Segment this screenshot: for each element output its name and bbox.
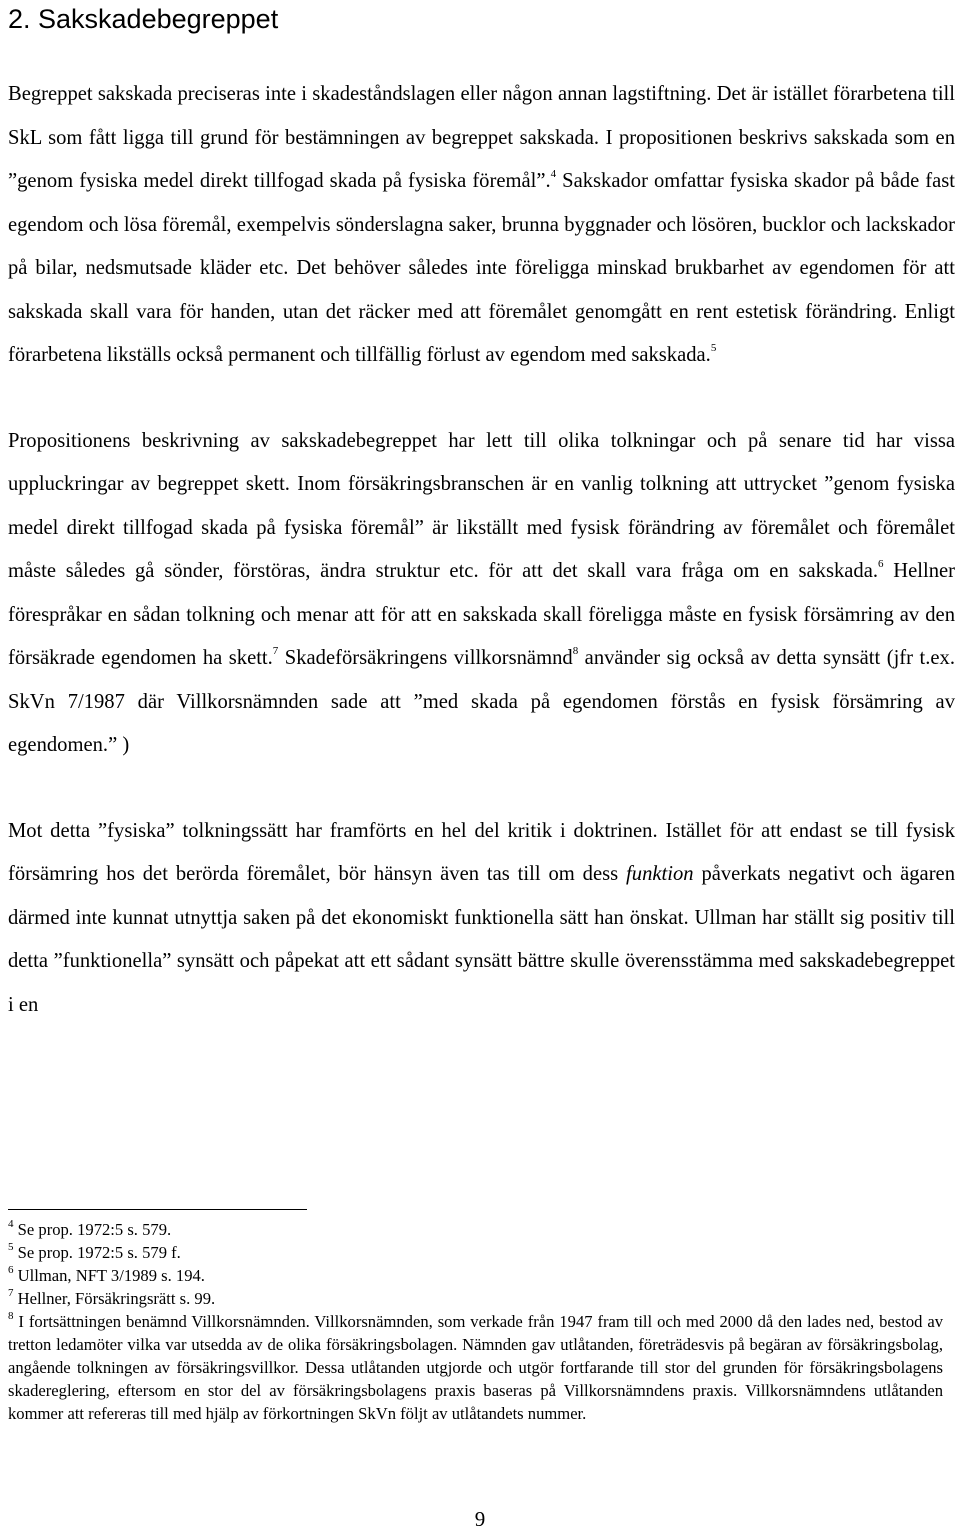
footnote-ref-6[interactable]: 6 xyxy=(877,558,884,571)
footnote-6 xyxy=(8,1264,943,1287)
footnote-8 xyxy=(8,1310,943,1425)
paragraph-3 xyxy=(8,810,955,1028)
footnote-text: Se prop. 1972:5 s. 579 f. xyxy=(13,1243,181,1262)
paragraph-3-text-a: Mot detta ”fysiska” tolkningssätt har framförts en hel del kritik i doktrinen. Istället för att endast se till fysisk försämring hos det berörda föremålet, bör hänsyn även tas till om dess xyxy=(8,819,955,885)
paragraph-2-text-b: Hellner förespråkar en sådan tolkning och menar att för att en sakskada skall föreligga måste en fysisk försämring av den försäkrade egendomen ha skett. xyxy=(8,560,955,669)
footnote-ref-4[interactable]: 4 xyxy=(550,168,557,181)
paragraph-2-text-c: Skadeförsäkringens villkorsnämnd xyxy=(278,647,573,669)
footnote-text: Se prop. 1972:5 s. 579. xyxy=(13,1220,172,1239)
paragraph-1-text-a: Begreppet sakskada preciseras inte i skadeståndslagen eller någon annan lagstiftning. Det är istället förarbetena till SkL som fått ligga till grund för bestämningen av begreppet sakskada. I propositionen beskrivs sakskada som en ”genom fysiska medel direkt tillfogad skada på fysiska föremål”. xyxy=(8,83,955,192)
footnote-text: Hellner, Försäkringsrätt s. 99. xyxy=(13,1289,216,1308)
paragraph-1-text-b: Sakskador omfattar fysiska skador på både fast egendom och lösa föremål, exempelvis sönderslagna saker, brunna byggnader och lösören, bucklor och lackskador på bilar, nedsmutsade kläder etc. Det behöver således inte föreligga minskad brukbarhet av egendomen för att sakskada skall vara för handen, utan det räcker med att föremålet genomgått en rent estetisk förändring. Enligt förarbetena likställs också permanent och tillfällig förlust av egendom med sakskada. xyxy=(8,170,955,366)
footnote-number: 6 xyxy=(8,1264,14,1277)
emphasis-funktion: funktion xyxy=(626,863,694,885)
footnote-5 xyxy=(8,1241,943,1264)
footnote-ref-5[interactable]: 5 xyxy=(710,342,717,355)
footnote-text: I fortsättningen benämnd Villkorsnämnden. Villkorsnämnden, som verkade från 1947 fram till och med 2000 då den lades ned, bestod av tretton ledamöter vilka var utsedda av de olika försäkringsbolagen. Nämnden gav utlåtanden, företrädesvis på begäran av försäkringsbolag, angående tolkningen av försäkringsvillkor. Dessa utlåtanden utgjorde och utgör fortfarande till stor del grunden för försäkringsbolagens skadereglering, eftersom en stor del av försäkringsbolagens praxis baseras på Villkorsnämndens praxis. Villkorsnämndens utlåtanden kommer att refereras till med hjälp av förkortningen SkVn följt av utlåtandets nummer. xyxy=(8,1312,943,1423)
footnote-number: 8 xyxy=(8,1310,14,1323)
footnote-number: 5 xyxy=(8,1241,14,1254)
paragraph-2 xyxy=(8,420,955,768)
section-heading: 2. Sakskadebegreppet xyxy=(8,4,279,34)
footnote-text: Ullman, NFT 3/1989 s. 194. xyxy=(13,1266,205,1285)
footnote-7 xyxy=(8,1287,943,1310)
footnote-4 xyxy=(8,1218,943,1241)
footnote-ref-7[interactable]: 7 xyxy=(272,645,279,658)
paragraph-1 xyxy=(8,73,955,378)
paragraph-2-text-a: Propositionens beskrivning av sakskadebegreppet har lett till olika tolkningar och på senare tid har vissa uppluckringar av begreppet skett. Inom försäkringsbranschen är en vanlig tolkning att uttrycket ”genom fysiska medel direkt tillfogad skada på fysiska föremål” är likställt med fysisk förändring av föremålet och föremålet måste således gå sönder, förstöras, ändra struktur etc. för att det skall vara fråga om en sakskada. xyxy=(8,429,955,582)
paragraph-3-text-b: påverkats negativt och ägaren därmed inte kunnat utnyttja saken på det ekonomiskt funktionella sätt han önskat. Ullman har ställt sig positiv till detta ”funktionella” synsätt och påpekat att ett sådant synsätt bättre skulle överensstämma med sakskadebegreppet i en xyxy=(8,863,955,1016)
page-number: 9 xyxy=(474,1507,486,1531)
document-page xyxy=(8,0,955,1027)
footnote-separator xyxy=(8,1209,307,1210)
footnote-ref-8[interactable]: 8 xyxy=(572,645,579,658)
footnote-number: 7 xyxy=(8,1287,14,1300)
paragraph-2-text-d: använder sig också av detta synsätt (jfr t.ex. SkVn 7/1987 där Villkorsnämnden sade att ”med skada på egendomen förstås en fysisk försämring av egendomen.” ) xyxy=(8,647,955,756)
footnote-number: 4 xyxy=(8,1218,14,1231)
footnotes xyxy=(8,1218,943,1425)
